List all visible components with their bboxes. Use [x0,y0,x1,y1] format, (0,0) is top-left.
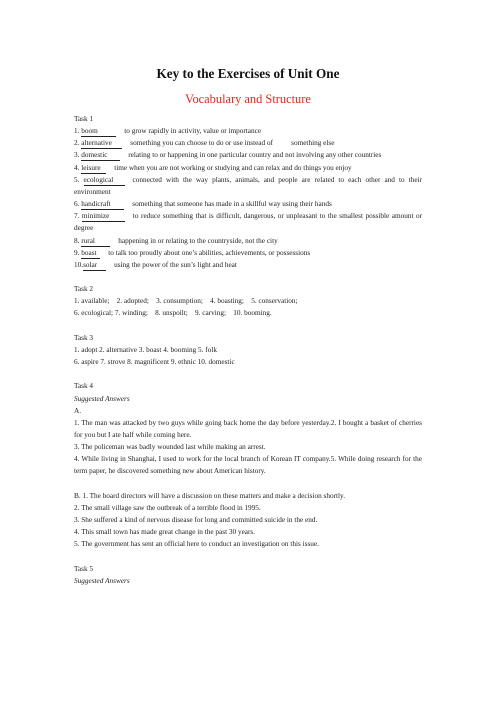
task1-item: 9. boast to talk too proudly about one’s abilities, achievements, or possessions [74,248,311,257]
task1-item: 6. handicraft something that someone has made in a skillful way using their hands [74,200,332,209]
section-title: Vocabulary and Structure [185,92,311,106]
task1-item: 8. rural happening in or relating to the countryside, not the city [74,236,278,245]
task4-answer: 4. While living in Shanghai, I used to work for the local branch of Korean IT company.5. While doing research for the term paper, he discovered something new about American history. [74,455,422,476]
task1-heading: Task 1 [74,115,94,123]
task4-answer: 1. The man was attacked by two guys while going back home the day before yesterday.2. I bought a basket of cherries for you but I ate half while coming here. [74,418,422,440]
answer-word: handicraft [81,200,124,210]
task4-part-a: A. [74,406,82,415]
task4-answer: 5. The government has sent an official here to conduct an investigation on this issue. [74,540,319,549]
task4-answer: B. 1. The board directors will have a discussion on these matters and make a decision shortly. [74,491,346,500]
task2-answers: 6. ecological; 7. winding; 8. unspoilt; 9. carving; 10. booming. [74,309,272,318]
task1-item: 7. minimize to reduce something that is difficult, dangerous, or unpleasant to the smallest possible amount or degree [74,212,422,233]
task1-item: 4. leisure time when you are not working or studying and can relax and do things you enjoy [74,163,352,172]
answer-word: ecological [84,176,125,186]
answer-word: rural [81,237,110,247]
task4-answer: 3. The policeman was badly wounded last while making an arrest. [74,443,266,452]
answer-word: minimize [82,212,125,222]
task5-label: Suggested Answers [74,576,130,585]
answer-word: solar [83,261,106,271]
task2-heading: Task 2 [74,285,94,294]
task1-item: 1. boom to grow rapidly in activity, value or importance [74,127,262,136]
task4-answer: 3. She suffered a kind of nervous disease for long and committed suicide in the end. [74,516,318,525]
answer-word: boast [81,249,100,259]
task1-item: 3. domestic relating to or happening in one particular country and not involving any other countries [74,151,382,160]
answer-word: domestic [81,151,120,161]
answer-word: leisure [81,164,106,174]
task4-heading: Task 4 [74,382,94,391]
answer-word: boom [81,127,116,137]
task1-item: 5. ecological connected with the way plants, animals, and people are related to each other and to their environment [74,175,423,196]
task4-label: Suggested Answers [74,394,130,403]
answer-word: alternative [81,139,122,149]
task2-answers: 1. available; 2. adopted; 3. consumption; 4. boasting; 5. conservation; [74,297,298,306]
task1-item: 10.solar using the power of the sun’s light and heat [74,260,237,269]
task3-answers: 1. adopt 2. alternative 3. boast 4. booming 5. folk [74,345,217,354]
task5-heading: Task 5 [74,564,94,573]
task3-heading: Task 3 [74,333,94,342]
document-body [74,113,422,587]
task4-answer: 2. The small village saw the outbreak of a terrible flood in 1995. [74,503,261,512]
task4-answer: 4. This small town has made great change in the past 30 years. [74,528,256,537]
task3-answers: 6. aspire 7. strove 8. magnificent 9. ethnic 10. domestic [74,358,235,367]
task1-item: 2. alternative something you can choose to do or use instead of something else [74,139,335,148]
page-title: Key to the Exercises of Unit One [156,66,340,81]
